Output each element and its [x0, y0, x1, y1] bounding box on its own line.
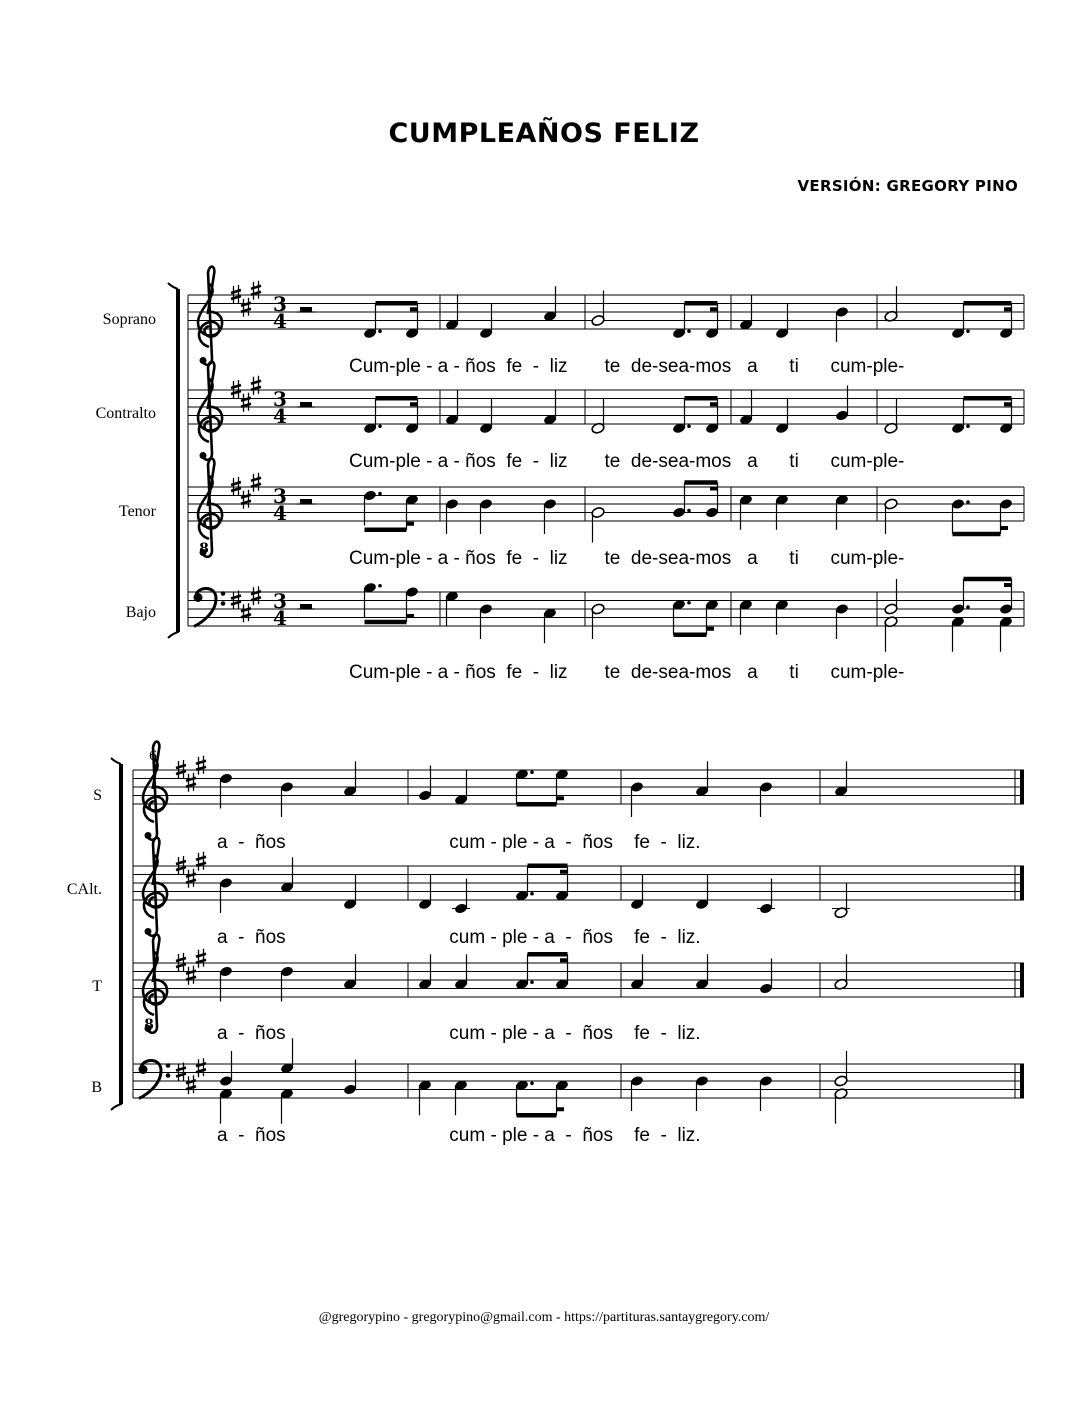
sharp-icon: [186, 966, 196, 985]
half-rest-icon: [297, 604, 315, 609]
sharp-icon: [186, 869, 196, 888]
time-signature-top: 3: [273, 387, 287, 411]
augmentation-dot: [378, 329, 382, 333]
bass-clef-icon: [139, 1061, 171, 1099]
staff-label-s: S: [93, 787, 102, 804]
sharp-icon: [241, 603, 251, 622]
sharp-icon: [251, 281, 261, 300]
time-signature-bottom: 4: [273, 404, 287, 428]
score-title: CUMPLEAÑOS FELIZ: [388, 118, 700, 149]
lyrics-bajo-2: a - ños cum - ple - a - ños fe - liz.: [217, 1125, 701, 1146]
half-rest-icon: [297, 499, 315, 504]
augmentation-dot: [530, 770, 534, 774]
augmentation-dot: [687, 509, 691, 513]
time-signature-top: 3: [273, 589, 287, 613]
augmentation-dot: [530, 892, 534, 896]
lyrics-bajo-1: Cum-ple - a - ños fe - liz te de-sea-mos a ti cum-ple-: [349, 662, 905, 683]
sharp-icon: [196, 949, 206, 968]
augmentation-dot: [378, 424, 382, 428]
sharp-icon: [196, 852, 206, 871]
time-signature-top: 3: [273, 484, 287, 508]
staff-label-soprano: Soprano: [102, 311, 156, 328]
augmentation-dot: [687, 601, 691, 605]
augmentation-dot: [530, 1081, 534, 1085]
lyrics-contralto-1: Cum-ple - a - ños fe - liz te de-sea-mos a ti cum-ple-: [349, 451, 905, 472]
lyrics-soprano-1: Cum-ple - a - ños fe - liz te de-sea-mos a ti cum-ple-: [349, 356, 905, 377]
sharp-icon: [186, 773, 196, 792]
sharp-icon: [251, 586, 261, 605]
time-signature-bottom: 4: [273, 501, 287, 525]
octave-mark: 8: [144, 1017, 154, 1033]
footer-contact: @gregorypino - gregorypino@gmail.com - https://partituras.santaygregory.com/: [318, 1310, 770, 1325]
lyrics-tenor-2: a - ños cum - ple - a - ños fe - liz.: [217, 1023, 701, 1044]
augmentation-dot: [966, 329, 970, 333]
sharp-icon: [196, 1058, 206, 1077]
augmentation-dot: [966, 500, 970, 504]
lyrics-soprano-2: a - ños cum - ple - a - ños fe - liz.: [217, 832, 701, 853]
augmentation-dot: [687, 424, 691, 428]
staff-label-bajo: Bajo: [125, 604, 156, 621]
staff-label-contralto: Contralto: [95, 405, 156, 422]
lyrics-tenor-1: Cum-ple - a - ños fe - liz te de-sea-mos a ti cum-ple-: [349, 548, 905, 569]
treble-clef-icon: [198, 362, 222, 460]
staff-label-calt: CAlt.: [66, 881, 102, 898]
half-rest-icon: [297, 402, 315, 407]
staff-label-b: B: [91, 1079, 102, 1096]
treble-clef-icon: [198, 267, 222, 365]
sharp-icon: [241, 298, 251, 317]
augmentation-dot: [966, 605, 970, 609]
time-signature-top: 3: [273, 292, 287, 316]
sharp-icon: [251, 473, 261, 492]
lyrics-contralto-2: a - ños cum - ple - a - ños fe - liz.: [217, 927, 701, 948]
sharp-icon: [241, 490, 251, 509]
half-rest-icon: [297, 307, 315, 312]
augmentation-dot: [530, 980, 534, 984]
measure-number: 6: [148, 749, 158, 764]
bass-clef-icon: [194, 589, 226, 627]
time-signature-bottom: 4: [273, 309, 287, 333]
staff-label-t: T: [92, 978, 102, 995]
octave-mark: 8: [199, 541, 209, 557]
time-signature-bottom: 4: [273, 606, 287, 630]
sharp-icon: [196, 756, 206, 775]
sharp-icon: [251, 376, 261, 395]
sharp-icon: [186, 1075, 196, 1094]
augmentation-dot: [378, 492, 382, 496]
version-credit: VERSIÓN: GREGORY PINO: [797, 177, 1018, 195]
augmentation-dot: [687, 329, 691, 333]
sharp-icon: [241, 393, 251, 412]
staff-label-tenor: Tenor: [118, 503, 156, 520]
augmentation-dot: [966, 424, 970, 428]
augmentation-dot: [378, 584, 382, 588]
treble-clef-icon: [143, 838, 167, 936]
